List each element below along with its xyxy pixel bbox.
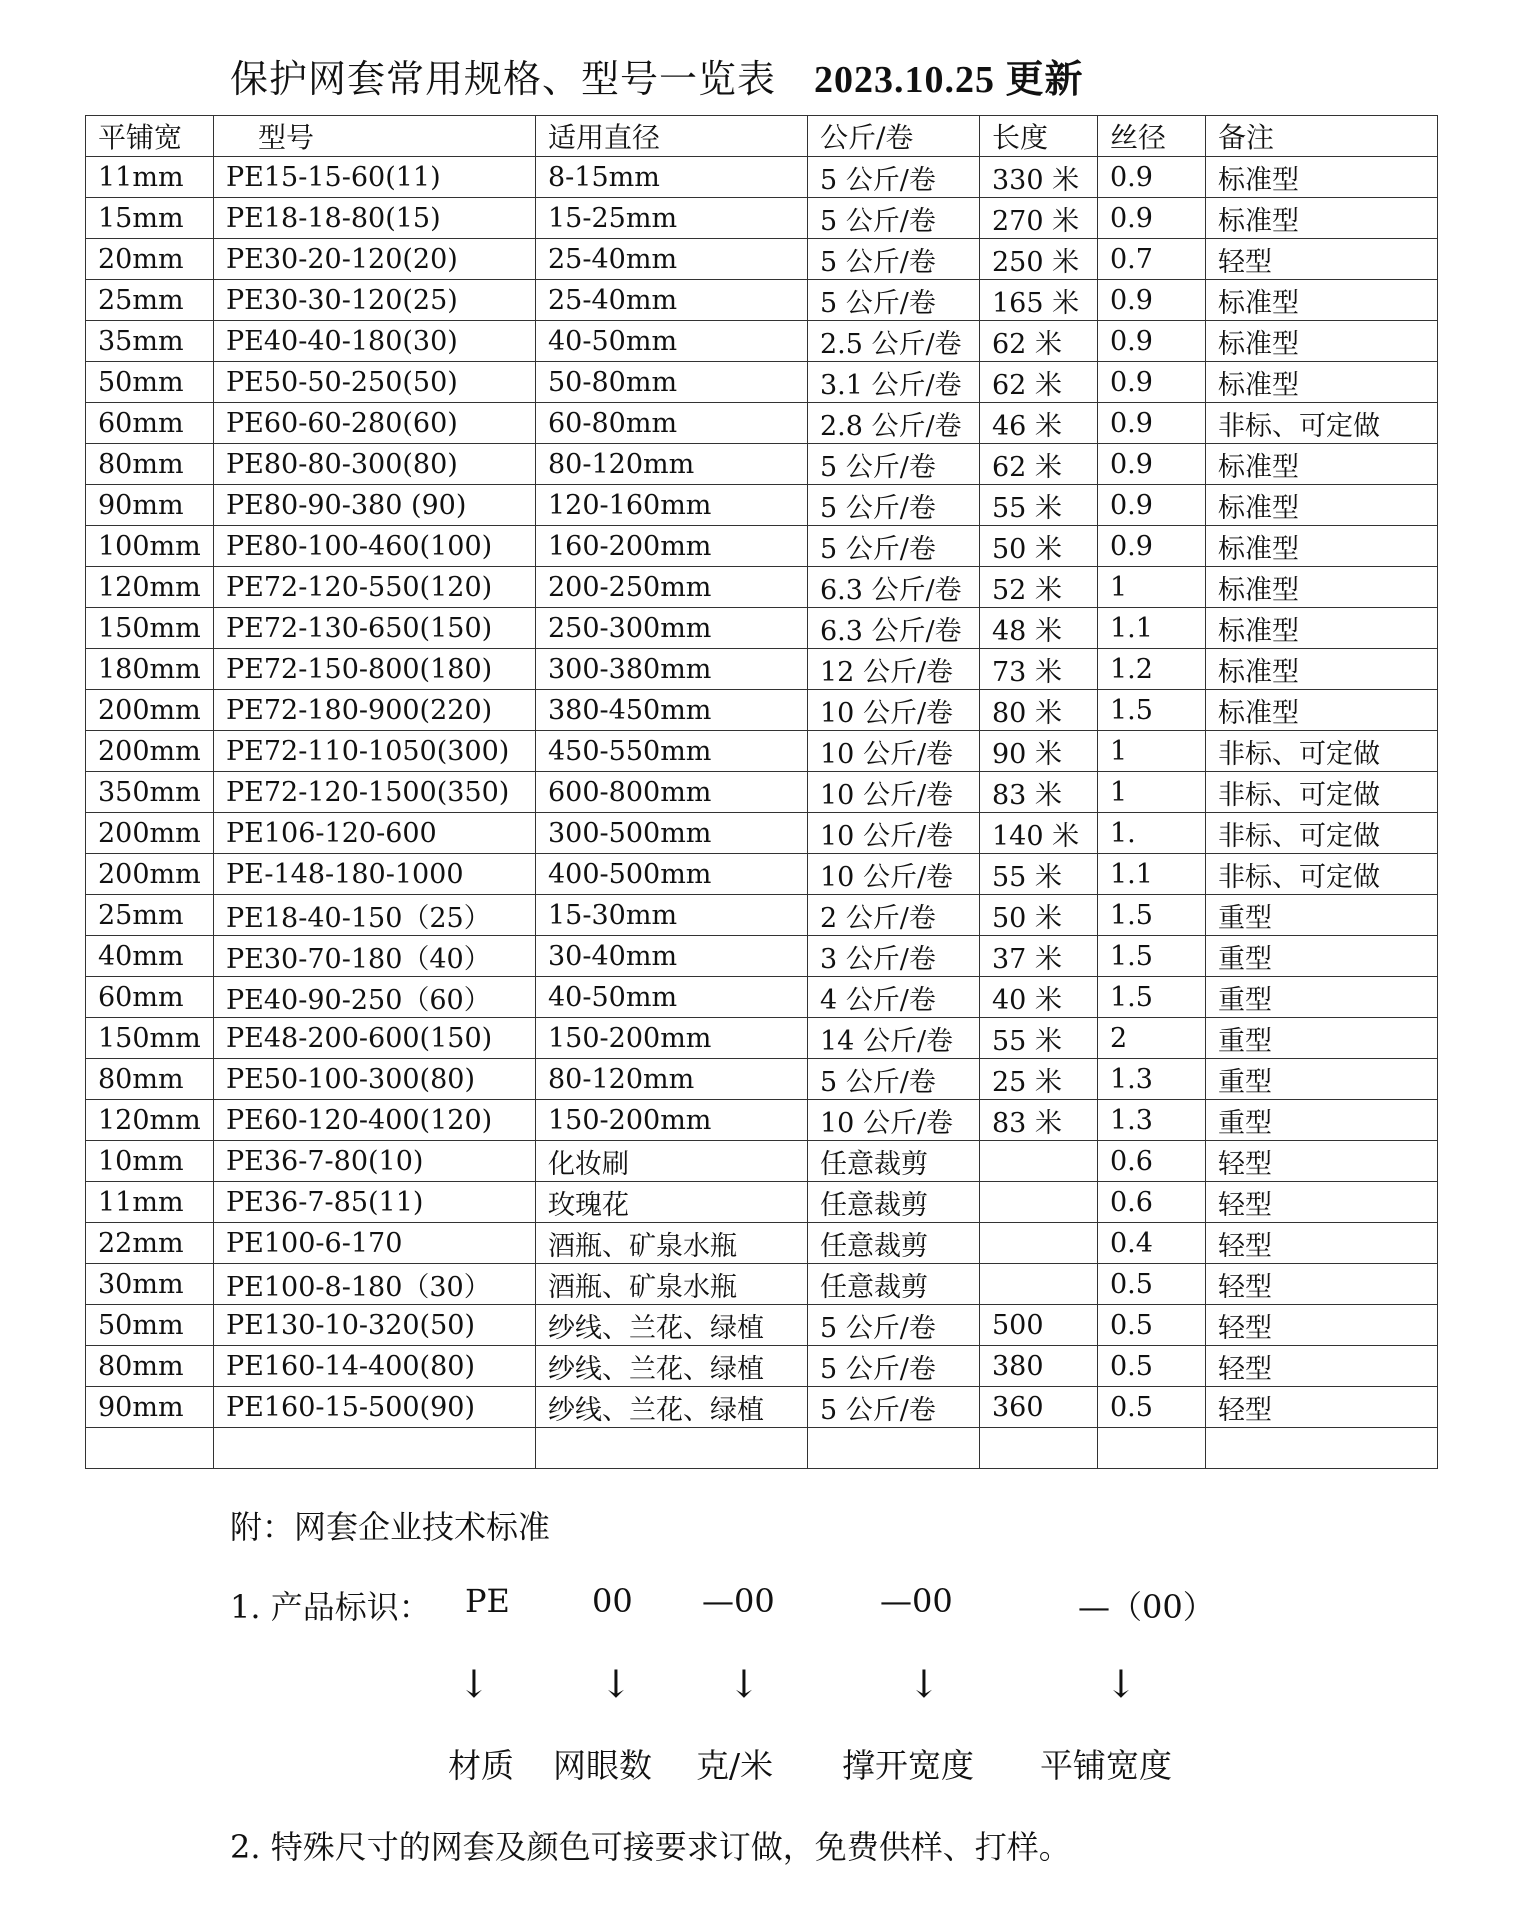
cell-width: 120mm <box>86 1100 214 1141</box>
cell-remark: 标准型 <box>1206 157 1438 198</box>
down-arrow-icon: ↓ <box>908 1662 940 1706</box>
cell-width: 100mm <box>86 526 214 567</box>
cell-weight: 6.3 公斤/卷 <box>808 608 980 649</box>
cell-weight: 4 公斤/卷 <box>808 977 980 1018</box>
cell-wire: 0.9 <box>1098 280 1206 321</box>
code-part-gram: —00 <box>702 1582 775 1620</box>
cell-weight: 5 公斤/卷 <box>808 198 980 239</box>
cell-diameter: 80-120mm <box>536 1059 808 1100</box>
cell-model: PE80-90-380 (90) <box>214 485 536 526</box>
cell-remark: 标准型 <box>1206 321 1438 362</box>
cell-model: PE30-30-120(25) <box>214 280 536 321</box>
cell-remark: 重型 <box>1206 895 1438 936</box>
cell-diameter: 200-250mm <box>536 567 808 608</box>
cell-diameter: 30-40mm <box>536 936 808 977</box>
cell-length: 90 米 <box>980 731 1098 772</box>
cell-wire: 2 <box>1098 1018 1206 1059</box>
cell-model: PE40-40-180(30) <box>214 321 536 362</box>
cell-length: 330 米 <box>980 157 1098 198</box>
cell-length <box>980 1264 1098 1305</box>
cell-weight: 10 公斤/卷 <box>808 854 980 895</box>
cell-length: 55 米 <box>980 485 1098 526</box>
cell-length: 37 米 <box>980 936 1098 977</box>
cell-remark <box>1206 1428 1438 1469</box>
cell-diameter: 25-40mm <box>536 280 808 321</box>
cell-weight: 5 公斤/卷 <box>808 1346 980 1387</box>
cell-wire: 0.5 <box>1098 1387 1206 1428</box>
cell-diameter: 25-40mm <box>536 239 808 280</box>
cell-diameter: 150-200mm <box>536 1018 808 1059</box>
cell-width: 150mm <box>86 1018 214 1059</box>
cell-model: PE100-6-170 <box>214 1223 536 1264</box>
cell-remark: 标准型 <box>1206 280 1438 321</box>
cell-wire: 0.4 <box>1098 1223 1206 1264</box>
cell-width: 22mm <box>86 1223 214 1264</box>
cell-remark: 标准型 <box>1206 362 1438 403</box>
cell-wire: 0.5 <box>1098 1305 1206 1346</box>
cell-length: 48 米 <box>980 608 1098 649</box>
cell-model: PE72-150-800(180) <box>214 649 536 690</box>
cell-remark: 重型 <box>1206 1059 1438 1100</box>
table-row <box>86 1428 1438 1469</box>
cell-model: PE72-110-1050(300) <box>214 731 536 772</box>
table-row <box>86 239 1438 280</box>
table-row <box>86 567 1438 608</box>
cell-model: PE15-15-60(11) <box>214 157 536 198</box>
cell-wire: 1.3 <box>1098 1100 1206 1141</box>
cell-remark: 非标、可定做 <box>1206 813 1438 854</box>
cell-width: 80mm <box>86 1346 214 1387</box>
cell-diameter: 380-450mm <box>536 690 808 731</box>
cell-model: PE80-80-300(80) <box>214 444 536 485</box>
cell-remark: 标准型 <box>1206 567 1438 608</box>
cell-diameter: 8-15mm <box>536 157 808 198</box>
table-row <box>86 321 1438 362</box>
cell-remark: 非标、可定做 <box>1206 854 1438 895</box>
cell-model: PE36-7-85(11) <box>214 1182 536 1223</box>
cell-width: 50mm <box>86 1305 214 1346</box>
cell-model: PE72-180-900(220) <box>214 690 536 731</box>
cell-weight: 10 公斤/卷 <box>808 813 980 854</box>
cell-wire: 0.5 <box>1098 1264 1206 1305</box>
cell-remark: 重型 <box>1206 1100 1438 1141</box>
cell-weight: 5 公斤/卷 <box>808 1387 980 1428</box>
cell-length: 83 米 <box>980 1100 1098 1141</box>
cell-diameter: 60-80mm <box>536 403 808 444</box>
cell-width: 90mm <box>86 485 214 526</box>
down-arrow-icon: ↓ <box>458 1662 490 1706</box>
table-row <box>86 444 1438 485</box>
label-gram-per-meter: 克/米 <box>696 1746 774 1785</box>
cell-model: PE160-15-500(90) <box>214 1387 536 1428</box>
cell-diameter: 酒瓶、矿泉水瓶 <box>536 1223 808 1264</box>
cell-wire: 0.9 <box>1098 198 1206 239</box>
cell-weight: 10 公斤/卷 <box>808 731 980 772</box>
cell-wire: 0.6 <box>1098 1182 1206 1223</box>
cell-length: 165 米 <box>980 280 1098 321</box>
label-mesh-count: 网眼数 <box>553 1746 652 1785</box>
cell-remark: 标准型 <box>1206 690 1438 731</box>
cell-wire: 1.5 <box>1098 895 1206 936</box>
header-weight: 公斤/卷 <box>808 116 980 157</box>
table-row <box>86 608 1438 649</box>
cell-diameter: 玫瑰花 <box>536 1182 808 1223</box>
cell-wire: 0.9 <box>1098 321 1206 362</box>
cell-remark: 轻型 <box>1206 1387 1438 1428</box>
cell-width: 200mm <box>86 690 214 731</box>
down-arrow-icon: ↓ <box>728 1662 760 1706</box>
cell-weight: 10 公斤/卷 <box>808 690 980 731</box>
cell-width: 35mm <box>86 321 214 362</box>
cell-width: 15mm <box>86 198 214 239</box>
table-row <box>86 690 1438 731</box>
cell-length: 80 米 <box>980 690 1098 731</box>
cell-wire: 1.1 <box>1098 608 1206 649</box>
cell-length: 62 米 <box>980 321 1098 362</box>
cell-length: 55 米 <box>980 854 1098 895</box>
cell-weight: 任意裁剪 <box>808 1264 980 1305</box>
cell-model: PE30-70-180（40） <box>214 936 536 977</box>
cell-diameter: 50-80mm <box>536 362 808 403</box>
cell-wire: 0.9 <box>1098 485 1206 526</box>
table-row <box>86 813 1438 854</box>
table-row <box>86 1346 1438 1387</box>
table-row <box>86 526 1438 567</box>
cell-remark: 重型 <box>1206 936 1438 977</box>
cell-remark: 非标、可定做 <box>1206 731 1438 772</box>
code-part-flat-width: —（00） <box>1078 1588 1215 1626</box>
cell-width: 60mm <box>86 403 214 444</box>
cell-wire: 1 <box>1098 772 1206 813</box>
code-part-material: PE <box>465 1582 510 1620</box>
cell-model: PE50-100-300(80) <box>214 1059 536 1100</box>
table-row <box>86 1141 1438 1182</box>
cell-wire: 0.5 <box>1098 1346 1206 1387</box>
cell-length: 50 米 <box>980 526 1098 567</box>
cell-width: 30mm <box>86 1264 214 1305</box>
cell-model: PE30-20-120(20) <box>214 239 536 280</box>
cell-model: PE80-100-460(100) <box>214 526 536 567</box>
cell-width: 50mm <box>86 362 214 403</box>
table-row <box>86 1387 1438 1428</box>
cell-diameter: 纱线、兰花、绿植 <box>536 1305 808 1346</box>
table-row <box>86 157 1438 198</box>
table-row <box>86 1223 1438 1264</box>
cell-diameter: 80-120mm <box>536 444 808 485</box>
cell-width: 350mm <box>86 772 214 813</box>
cell-length <box>980 1223 1098 1264</box>
cell-remark: 轻型 <box>1206 1346 1438 1387</box>
cell-model <box>214 1428 536 1469</box>
cell-length: 52 米 <box>980 567 1098 608</box>
cell-weight: 5 公斤/卷 <box>808 485 980 526</box>
label-flat-width: 平铺宽度 <box>1040 1746 1172 1785</box>
cell-remark: 标准型 <box>1206 649 1438 690</box>
cell-length: 62 米 <box>980 362 1098 403</box>
cell-length: 250 米 <box>980 239 1098 280</box>
cell-weight: 5 公斤/卷 <box>808 280 980 321</box>
cell-model: PE106-120-600 <box>214 813 536 854</box>
cell-wire: 0.7 <box>1098 239 1206 280</box>
cell-length: 360 <box>980 1387 1098 1428</box>
cell-diameter: 400-500mm <box>536 854 808 895</box>
cell-width: 60mm <box>86 977 214 1018</box>
cell-length: 380 <box>980 1346 1098 1387</box>
cell-weight: 3.1 公斤/卷 <box>808 362 980 403</box>
cell-diameter: 化妆刷 <box>536 1141 808 1182</box>
cell-width: 40mm <box>86 936 214 977</box>
cell-remark: 重型 <box>1206 977 1438 1018</box>
spec-table <box>85 115 1438 1469</box>
title-text: 保护网套常用规格、型号一览表 <box>230 57 777 101</box>
cell-weight: 5 公斤/卷 <box>808 1305 980 1346</box>
cell-weight: 5 公斤/卷 <box>808 157 980 198</box>
cell-remark: 非标、可定做 <box>1206 772 1438 813</box>
cell-length: 40 米 <box>980 977 1098 1018</box>
cell-wire: 1.5 <box>1098 690 1206 731</box>
cell-diameter: 40-50mm <box>536 321 808 362</box>
cell-remark: 标准型 <box>1206 444 1438 485</box>
table-row <box>86 731 1438 772</box>
cell-width: 90mm <box>86 1387 214 1428</box>
header-width: 平铺宽 <box>86 116 214 157</box>
table-row <box>86 403 1438 444</box>
header-length: 长度 <box>980 116 1098 157</box>
header-remark: 备注 <box>1206 116 1438 157</box>
appendix-heading: 附：网套企业技术标准 <box>230 1508 551 1546</box>
cell-remark: 标准型 <box>1206 526 1438 567</box>
table-row <box>86 1018 1438 1059</box>
cell-weight <box>808 1428 980 1469</box>
table-row <box>86 895 1438 936</box>
cell-length <box>980 1182 1098 1223</box>
table-row <box>86 1059 1438 1100</box>
label-material: 材质 <box>448 1746 514 1785</box>
cell-length: 46 米 <box>980 403 1098 444</box>
cell-wire: 0.9 <box>1098 526 1206 567</box>
cell-remark: 标准型 <box>1206 608 1438 649</box>
cell-remark: 标准型 <box>1206 198 1438 239</box>
cell-model: PE48-200-600(150) <box>214 1018 536 1059</box>
cell-wire: 0.9 <box>1098 403 1206 444</box>
cell-model: PE36-7-80(10) <box>214 1141 536 1182</box>
cell-wire: 1.5 <box>1098 977 1206 1018</box>
table-row <box>86 485 1438 526</box>
page-title <box>230 48 1084 103</box>
cell-weight: 2.8 公斤/卷 <box>808 403 980 444</box>
cell-length: 73 米 <box>980 649 1098 690</box>
down-arrow-icon: ↓ <box>1105 1662 1137 1706</box>
cell-length: 25 米 <box>980 1059 1098 1100</box>
cell-diameter: 600-800mm <box>536 772 808 813</box>
cell-width: 120mm <box>86 567 214 608</box>
cell-width: 25mm <box>86 895 214 936</box>
cell-model: PE18-18-80(15) <box>214 198 536 239</box>
cell-width: 11mm <box>86 157 214 198</box>
cell-width: 11mm <box>86 1182 214 1223</box>
cell-weight: 10 公斤/卷 <box>808 772 980 813</box>
code-part-open-width: —00 <box>880 1582 953 1620</box>
cell-weight: 任意裁剪 <box>808 1141 980 1182</box>
cell-model: PE72-120-1500(350) <box>214 772 536 813</box>
table-row <box>86 280 1438 321</box>
cell-weight: 2 公斤/卷 <box>808 895 980 936</box>
table-row <box>86 1100 1438 1141</box>
cell-weight: 5 公斤/卷 <box>808 526 980 567</box>
cell-diameter: 250-300mm <box>536 608 808 649</box>
cell-remark: 轻型 <box>1206 1182 1438 1223</box>
table-row <box>86 854 1438 895</box>
cell-diameter: 160-200mm <box>536 526 808 567</box>
cell-weight: 3 公斤/卷 <box>808 936 980 977</box>
cell-width: 180mm <box>86 649 214 690</box>
cell-remark: 轻型 <box>1206 1264 1438 1305</box>
cell-remark: 重型 <box>1206 1018 1438 1059</box>
cell-weight: 12 公斤/卷 <box>808 649 980 690</box>
cell-length: 55 米 <box>980 1018 1098 1059</box>
cell-weight: 10 公斤/卷 <box>808 1100 980 1141</box>
cell-model: PE72-120-550(120) <box>214 567 536 608</box>
update-date: 2023.10.25 更新 <box>814 59 1084 101</box>
cell-diameter: 40-50mm <box>536 977 808 1018</box>
cell-wire: 1. <box>1098 813 1206 854</box>
cell-length: 83 米 <box>980 772 1098 813</box>
cell-width: 200mm <box>86 813 214 854</box>
table-row <box>86 198 1438 239</box>
cell-model: PE100-8-180（30） <box>214 1264 536 1305</box>
cell-wire: 0.9 <box>1098 362 1206 403</box>
header-diameter: 适用直径 <box>536 116 808 157</box>
cell-model: PE18-40-150（25） <box>214 895 536 936</box>
cell-length: 270 米 <box>980 198 1098 239</box>
label-open-width: 撑开宽度 <box>842 1746 974 1785</box>
cell-length: 140 米 <box>980 813 1098 854</box>
cell-length: 50 米 <box>980 895 1098 936</box>
cell-width: 200mm <box>86 854 214 895</box>
cell-remark: 轻型 <box>1206 1305 1438 1346</box>
cell-diameter: 纱线、兰花、绿植 <box>536 1387 808 1428</box>
cell-width: 80mm <box>86 444 214 485</box>
cell-wire: 1 <box>1098 731 1206 772</box>
cell-width: 25mm <box>86 280 214 321</box>
down-arrow-icon: ↓ <box>600 1662 632 1706</box>
cell-remark: 轻型 <box>1206 239 1438 280</box>
cell-diameter: 纱线、兰花、绿植 <box>536 1346 808 1387</box>
cell-weight: 任意裁剪 <box>808 1223 980 1264</box>
cell-remark: 非标、可定做 <box>1206 403 1438 444</box>
table-row <box>86 936 1438 977</box>
cell-model: PE72-130-650(150) <box>214 608 536 649</box>
table-row <box>86 977 1438 1018</box>
cell-length <box>980 1428 1098 1469</box>
cell-diameter <box>536 1428 808 1469</box>
cell-length <box>980 1141 1098 1182</box>
cell-model: PE130-10-320(50) <box>214 1305 536 1346</box>
cell-diameter: 15-25mm <box>536 198 808 239</box>
item1-label: 1. 产品标识： <box>230 1588 431 1626</box>
cell-weight: 5 公斤/卷 <box>808 444 980 485</box>
cell-model: PE40-90-250（60） <box>214 977 536 1018</box>
cell-model: PE60-60-280(60) <box>214 403 536 444</box>
cell-diameter: 300-500mm <box>536 813 808 854</box>
cell-diameter: 酒瓶、矿泉水瓶 <box>536 1264 808 1305</box>
table-row <box>86 362 1438 403</box>
cell-weight: 5 公斤/卷 <box>808 239 980 280</box>
cell-model: PE60-120-400(120) <box>214 1100 536 1141</box>
cell-weight: 14 公斤/卷 <box>808 1018 980 1059</box>
cell-model: PE-148-180-1000 <box>214 854 536 895</box>
header-model: 型号 <box>214 116 536 157</box>
cell-weight: 2.5 公斤/卷 <box>808 321 980 362</box>
cell-length: 62 米 <box>980 444 1098 485</box>
cell-wire: 1.1 <box>1098 854 1206 895</box>
table-row <box>86 772 1438 813</box>
table-row <box>86 1264 1438 1305</box>
cell-weight: 任意裁剪 <box>808 1182 980 1223</box>
cell-wire <box>1098 1428 1206 1469</box>
cell-model: PE50-50-250(50) <box>214 362 536 403</box>
cell-remark: 轻型 <box>1206 1223 1438 1264</box>
table-row <box>86 1182 1438 1223</box>
cell-wire: 1 <box>1098 567 1206 608</box>
cell-width: 80mm <box>86 1059 214 1100</box>
cell-weight: 5 公斤/卷 <box>808 1059 980 1100</box>
cell-diameter: 15-30mm <box>536 895 808 936</box>
cell-model: PE160-14-400(80) <box>214 1346 536 1387</box>
table-header-row <box>86 116 1438 157</box>
cell-weight: 6.3 公斤/卷 <box>808 567 980 608</box>
cell-diameter: 300-380mm <box>536 649 808 690</box>
cell-width: 200mm <box>86 731 214 772</box>
code-part-mesh: 00 <box>592 1582 633 1620</box>
cell-wire: 1.2 <box>1098 649 1206 690</box>
cell-remark: 轻型 <box>1206 1141 1438 1182</box>
table-row <box>86 649 1438 690</box>
cell-diameter: 150-200mm <box>536 1100 808 1141</box>
cell-remark: 标准型 <box>1206 485 1438 526</box>
table-row <box>86 1305 1438 1346</box>
cell-wire: 0.6 <box>1098 1141 1206 1182</box>
cell-width: 150mm <box>86 608 214 649</box>
cell-width: 20mm <box>86 239 214 280</box>
cell-wire: 1.3 <box>1098 1059 1206 1100</box>
cell-diameter: 120-160mm <box>536 485 808 526</box>
cell-diameter: 450-550mm <box>536 731 808 772</box>
cell-length: 500 <box>980 1305 1098 1346</box>
item2-note: 2. 特殊尺寸的网套及颜色可接要求订做，免费供样、打样。 <box>230 1828 1071 1866</box>
cell-width <box>86 1428 214 1469</box>
cell-wire: 0.9 <box>1098 157 1206 198</box>
cell-wire: 0.9 <box>1098 444 1206 485</box>
cell-wire: 1.5 <box>1098 936 1206 977</box>
cell-width: 10mm <box>86 1141 214 1182</box>
header-wire: 丝径 <box>1098 116 1206 157</box>
